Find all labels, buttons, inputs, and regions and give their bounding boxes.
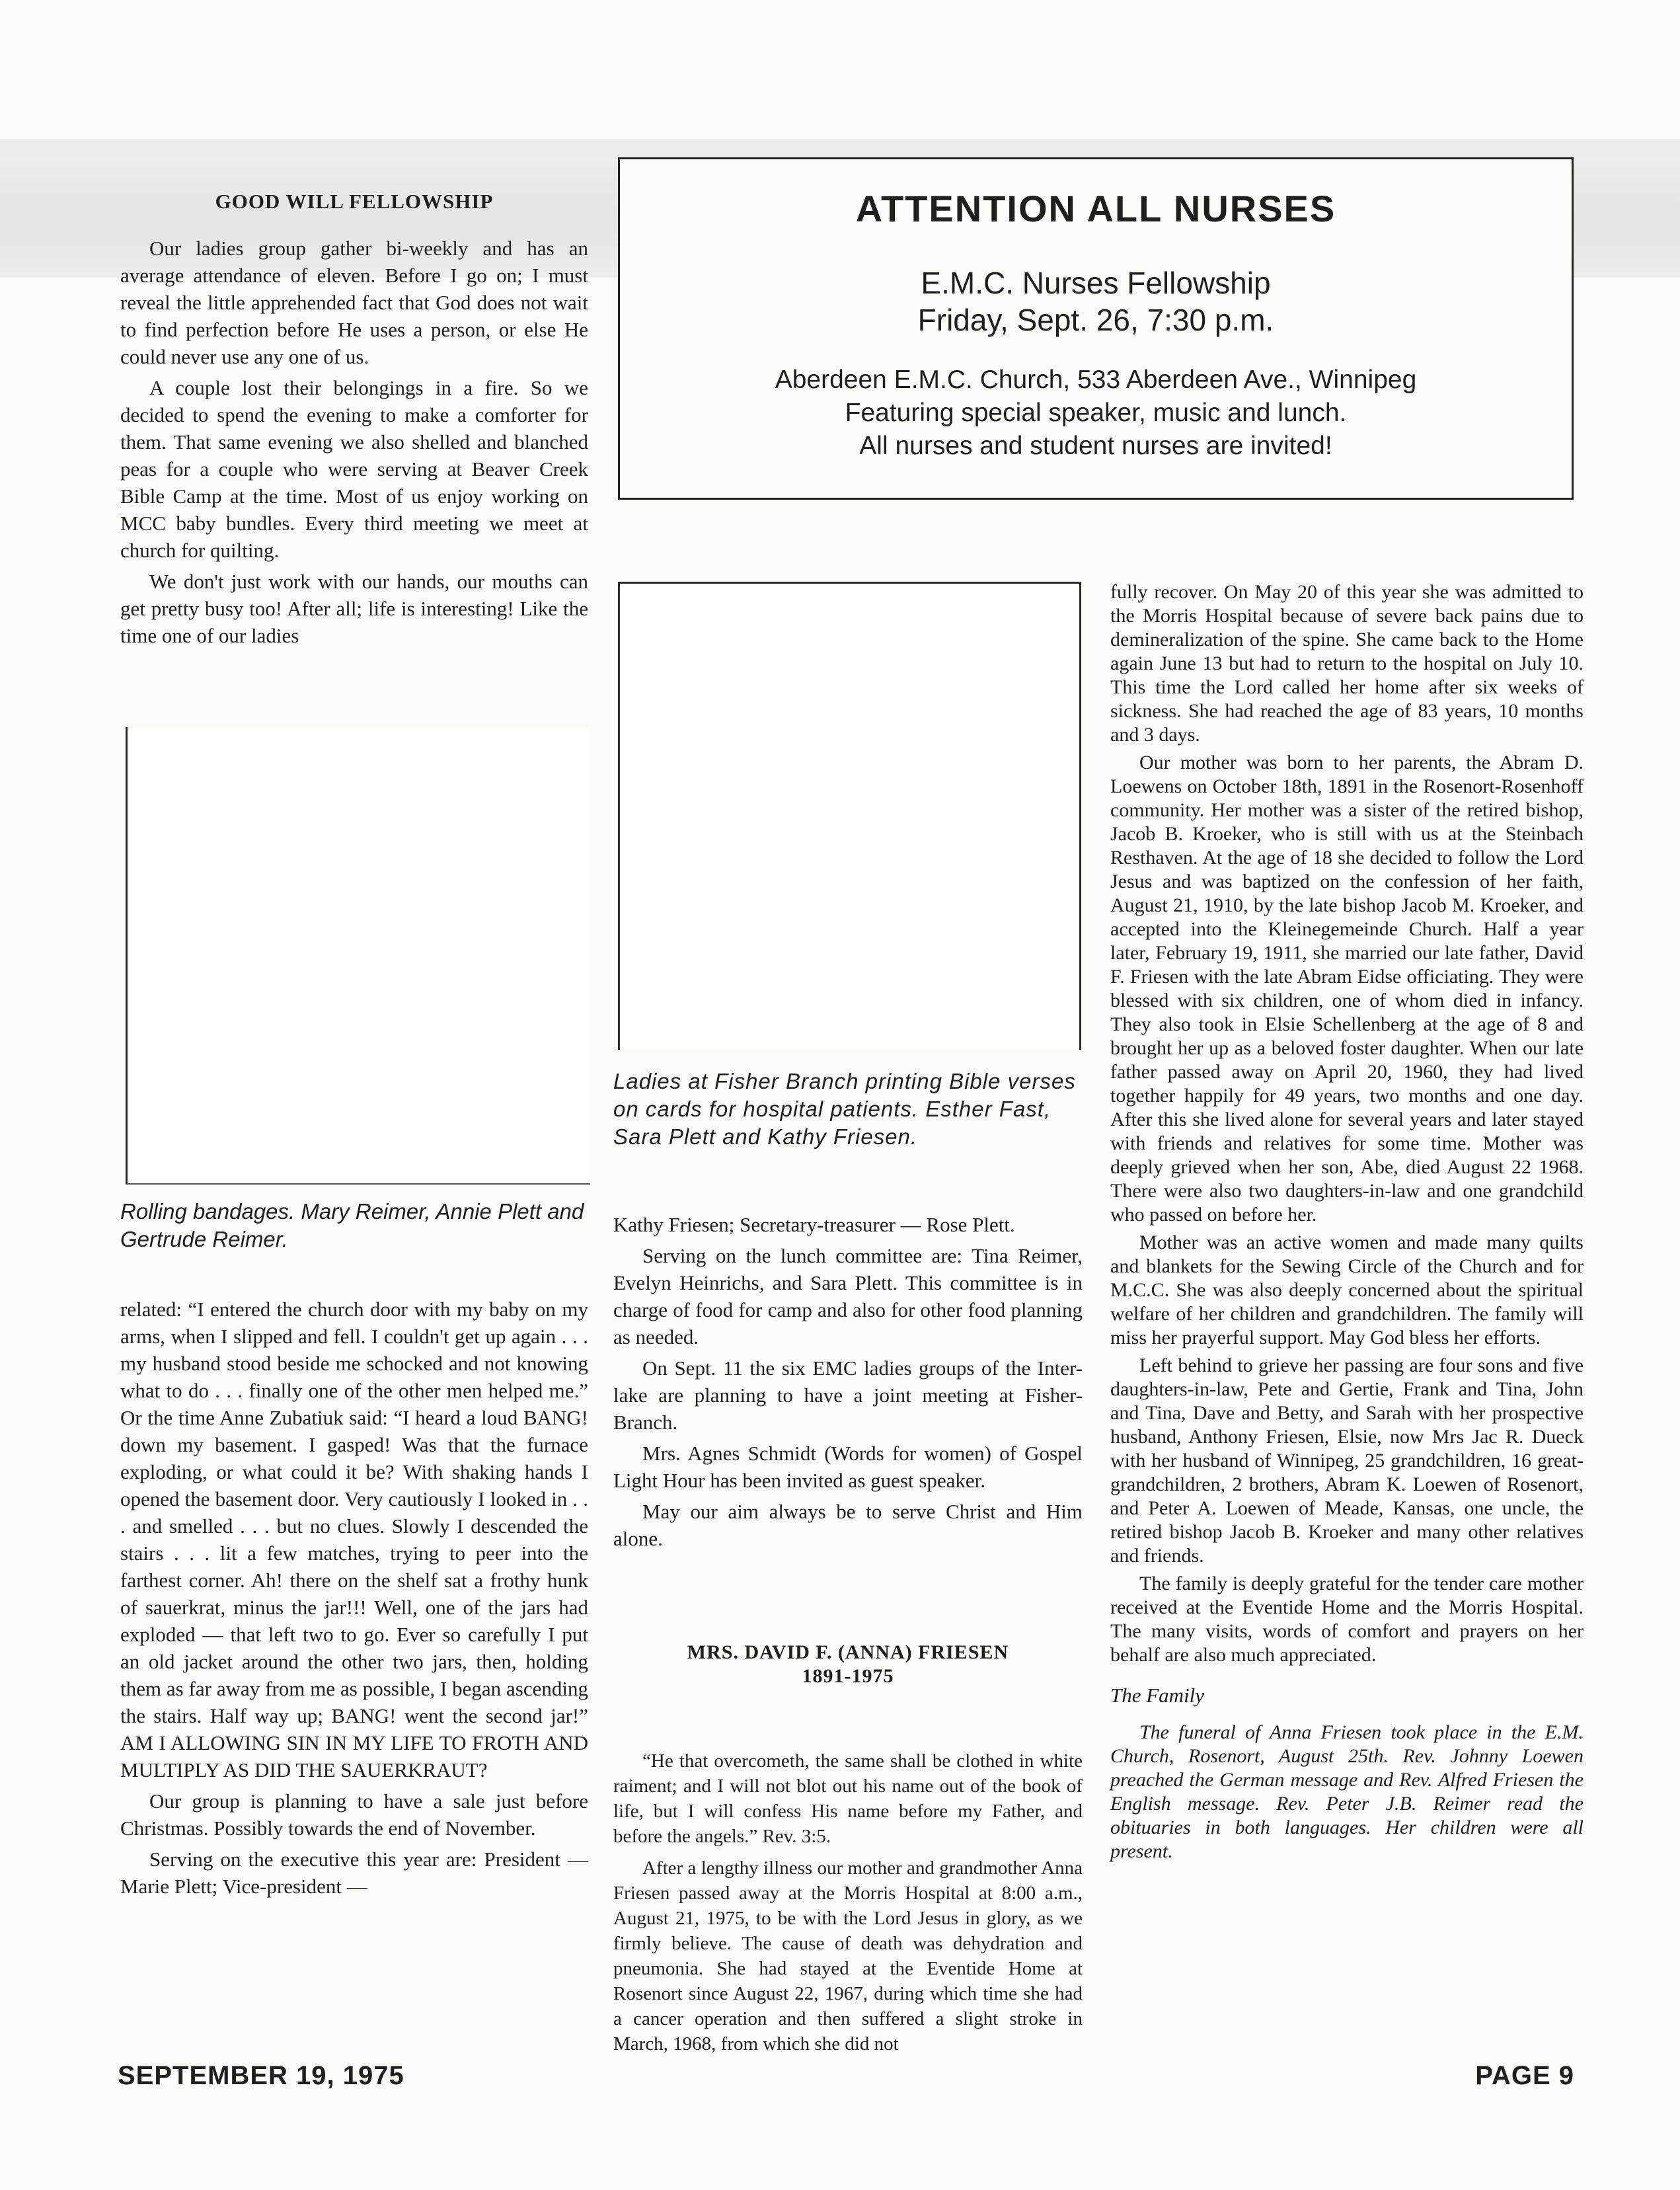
paragraph: On Sept. 11 the six EMC ladies groups of the Inter-lake are planning to have a joint meeting at Fisher-Branch. (613, 1356, 1083, 1434)
obituary-signature: The Family (1110, 1684, 1205, 1707)
obituary-scripture: “He that overcometh, the same shall be clothed in white raiment; and I will not blot out his name out of the book of life, but I will confess His name before my Father, and before the angels.” Rev. 3:5. (613, 1750, 1083, 1847)
paragraph: Kathy Friesen; Secretary-treasurer — Rose Plett. (613, 1213, 1015, 1236)
paragraph: A couple lost their belongings in a fire. So we decided to spend the evening to make a comforter for them. That same evening we also shelled and blanched peas for a couple who were serving at Beaver Creek Bible Camp at the time. Most of us enjoy working on MCC baby bundles. Every third meeting we meet at church for quilting. (120, 376, 588, 562)
paragraph: Serving on the lunch committee are: Tina Reimer, Evelyn Heinrichs, and Sara Plett. This committee is in charge of food for camp and also for other food planning as needed. (613, 1244, 1083, 1349)
obituary-title: MRS. DAVID F. (ANNA) FRIESEN (687, 1641, 1009, 1663)
good-will-body-b (120, 1296, 588, 1904)
good-will-body-c (613, 1211, 1083, 1556)
obituary-body-continued (1110, 580, 1584, 1867)
caption-rolling-bandages: Rolling bandages. Mary Reimer, Annie Plett and Gertrude Reimer. (120, 1199, 584, 1251)
good-will-column-top (120, 188, 588, 653)
paragraph: The family is deeply grateful for the tender care mother received at the Eventide Home and the Morris Hospital. The many visits, words of comfort and prayers on her behalf are also much appreciated. (1110, 1573, 1584, 1666)
paragraph: related: “I entered the church door with my baby on my arms, when I slipped and fell. I couldn't get up again . . . my husband stood beside me schocked and not knowing what to do . . . finally one of the other men helped me.” Or the time Anne Zubatiuk said: “I heard a loud BANG! down my basement. I gasped! Was that the furnace exploding, or what could it be? With shaking hands I opened the basement door. Very cautiously I looked in . . . and smelled . . . but no clues. Slowly I descended the stairs . . . lit a few matches, trying to peer into the farthest corner. Ah! there on the shelf sat a frothy hunk of sauerkrat, minus the jar!!! Well, one of the jars had exploded — that left two to go. Ever so carefully I put an old jacket around the other two jars, then, holding them as far away from me as possible, I began ascending the stairs. Half way up; BANG! went the second jar!” AM I ALLOWING SIN IN MY LIFE TO FROTH AND MULTIPLY AS DID THE SAUERKRAUT? (120, 1298, 588, 1781)
paragraph: Our group is planning to have a sale just before Christmas. Possibly towards the end of November. (120, 1789, 588, 1840)
nurses-date-time: Friday, Sept. 26, 7:30 p.m. (917, 303, 1274, 337)
nurses-title: ATTENTION ALL NURSES (855, 188, 1336, 229)
paragraph: Left behind to grieve her passing are four sons and five daughters-in-law, Pete and Gertie, Frank and Tina, John and Tina, Dave and Betty, and Sarah with her prospective husband, Anthony Friesen, Elsie, now Mrs Jac R. Dueck with her husband of Winnipeg, 25 grandchildren, 16 great-grandchildren, 2 brothers, Abram K. Loewen of Rosenort, and Peter A. Loewen of Meade, Kansas, one uncle, the retired bishop Jacob B. Kroeker and many other relatives and friends. (1110, 1354, 1584, 1567)
footer-date: SEPTEMBER 19, 1975 (118, 2061, 404, 2090)
caption-fisher-branch: Ladies at Fisher Branch printing Bible verses on cards for hospital patients. Esther Fast, Sara Plett and Kathy Friesen. (613, 1069, 1076, 1149)
obituary-body-start (613, 1748, 1083, 2060)
nurses-invitation: All nurses and student nurses are invited! (859, 432, 1332, 460)
obituary-years: 1891-1975 (802, 1665, 894, 1687)
good-will-heading: GOOD WILL FELLOWSHIP (215, 190, 494, 213)
nurses-fellowship-name: E.M.C. Nurses Fellowship (921, 266, 1271, 300)
paragraph: Mother was an active women and made many quilts and blankets for the Sewing Circle of the Church and for M.C.C. She was also deeply concerned about the spiritual welfare of her children and grandchildren. The family will miss her prayerful support. May God bless her efforts. (1110, 1232, 1584, 1349)
funeral-note: The funeral of Anna Friesen took place in the E.M. Church, Rosenort, August 25th. Rev. Johnny Loewen preached the German message and Rev. Alfred Friesen the English message. Rev. Peter J.B. Reimer read the obituaries in both languages. Her children were all present. (1110, 1721, 1584, 1862)
paragraph: Our mother was born to her parents, the Abram D. Loewens on October 18th, 1891 in the Rosenort-Rosenhoff community. Her mother was a sister of the retired bishop, Jacob B. Kroeker, who is still with us at the Steinbach Resthaven. At the age of 18 she decided to follow the Lord Jesus and was baptized on the confession of her faith, August 21, 1910, by the late bishop Jacob M. Kroeker, and accepted into the Kleinegemeinde Church. Half a year later, February 19, 1911, she married our late father, David F. Friesen with the late Abram Eidse officiating. They were blessed with six children, one of whom died in infancy. They also took in Elsie Schellenberg at the age of 8 and brought her up as a beloved foster daughter. When our late father passed away on April 20, 1960, they had lived together happily for 49 years, two months and one day. After this she lived alone for several years and later stayed with friends and relatives for some time. Mother was deeply grieved when her son, Abe, died August 22 1968. There were also two daughters-in-law and one grandchild who passed on before her. (1110, 752, 1584, 1226)
good-will-body-a (120, 235, 588, 649)
paragraph: After a lengthy illness our mother and grandmother Anna Friesen passed away at the Morris Hospital at 8:00 a.m., August 21, 1975, to be with the Lord Jesus in glory, as we firmly believe. The cause of death was dehydration and pneumonia. She had stayed at the Eventide Home at Rosenort since August 22, 1967, during which time she had a cancer operation and then suffered a slight stroke in March, 1968, from which she did not (613, 1858, 1083, 2054)
paragraph: May our aim always be to serve Christ and Him alone. (613, 1500, 1083, 1550)
nurses-features: Featuring special speaker, music and lunch. (845, 399, 1347, 427)
nurses-announcement-box (618, 157, 1574, 500)
photo-rolling-bandages (126, 727, 590, 1185)
photo-fisher-branch (618, 582, 1081, 1050)
paragraph: Our ladies group gather bi-weekly and has an average attendance of eleven. Before I go on; I must reveal the little apprehended fact that God does not wait to find perfection before He uses a person, or else He could never use any one of us. (120, 237, 588, 368)
paragraph: Serving on the executive this year are: President — Marie Plett; Vice-president — (120, 1848, 588, 1898)
paragraph: We don't just work with our hands, our mouths can get pretty busy too! After all; life is interesting! Like the time one of our ladies (120, 570, 588, 647)
footer-page-number: PAGE 9 (1475, 2061, 1574, 2090)
paragraph: fully recover. On May 20 of this year she was admitted to the Morris Hospital because of severe back pains due to demineralization of the spine. She came back to the Home again June 13 but had to return to the hospital on July 10. This time the Lord called her home after six weeks of sickness. She had reached the age of 83 years, 10 months and 3 days. (1110, 581, 1584, 746)
nurses-location: Aberdeen E.M.C. Church, 533 Aberdeen Ave., Winnipeg (775, 366, 1417, 394)
paragraph: Mrs. Agnes Schmidt (Words for women) of Gospel Light Hour has been invited as guest speaker. (613, 1442, 1083, 1492)
obituary-header (613, 1641, 1083, 1688)
